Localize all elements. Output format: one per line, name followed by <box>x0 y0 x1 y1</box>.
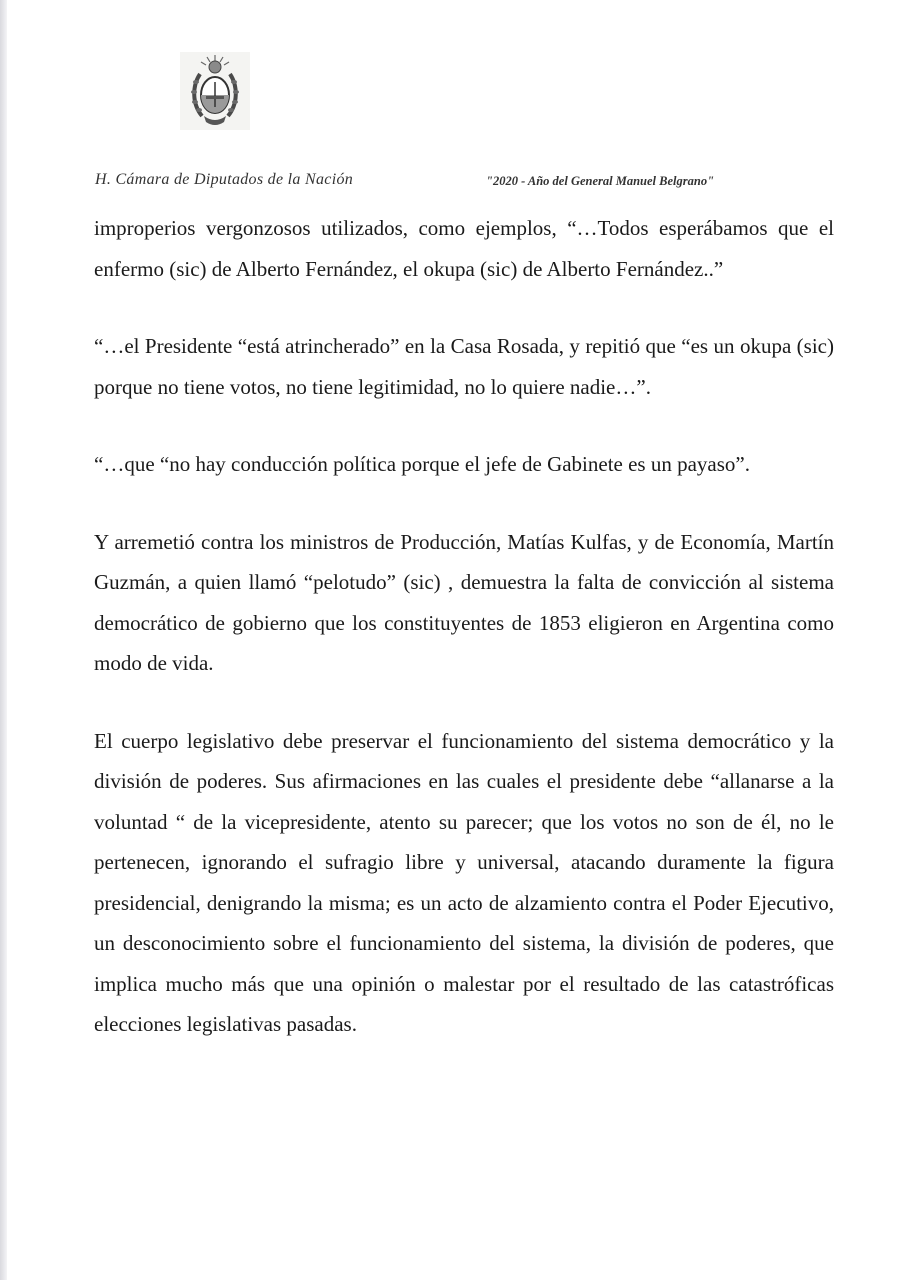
paragraph: El cuerpo legislativo debe preservar el funcionamiento del sistema democrático y la división de poderes. Sus afirmaciones en las cuales el presidente debe “allanarse a la voluntad “ de la vicepresidente, atento su parecer; que los votos no son de él, no le pertenecen, ignorando el sufragio libre y universal, atacando duramente la figura presidencial, denigrando la misma; es un acto de alzamiento contra el Poder Ejecutivo, un desconocimiento sobre el funcionamiento del sistema, la división de poderes, que implica mucho más que una opinión o malestar por el resultado de las catastróficas elecciones legislativas pasadas. <box>94 728 834 1036</box>
paragraph: “…que “no hay conducción política porque el jefe de Gabinete es un payaso”. <box>94 452 750 476</box>
year-motto: "2020 - Año del General Manuel Belgrano" <box>486 174 715 188</box>
chamber-name: H. Cámara de Diputados de la Nación <box>95 171 354 188</box>
paragraph: “…el Presidente “está atrincherado” en la Casa Rosada, y repitió que “es un okupa (sic) porque no tiene votos, no tiene legitimidad, no lo quiere nadie…”. <box>94 334 834 399</box>
paragraph: Y arremetió contra los ministros de Producción, Matías Kulfas, y de Economía, Martín Guzmán, a quien llamó “pelotudo” (sic) , demuestra la falta de convicción al sistema democrático de gobierno que los constituyentes de 1853 eligieron en Argentina como modo de vida. <box>94 529 834 675</box>
paragraph: improperios vergonzosos utilizados, como ejemplos, “…Todos esperábamos que el enfermo (sic) de Alberto Fernández, el okupa (sic) de Alberto Fernández..” <box>94 216 834 281</box>
letterhead <box>0 0 914 200</box>
argentina-coat-of-arms-icon <box>180 52 250 130</box>
document-body <box>94 208 834 1045</box>
